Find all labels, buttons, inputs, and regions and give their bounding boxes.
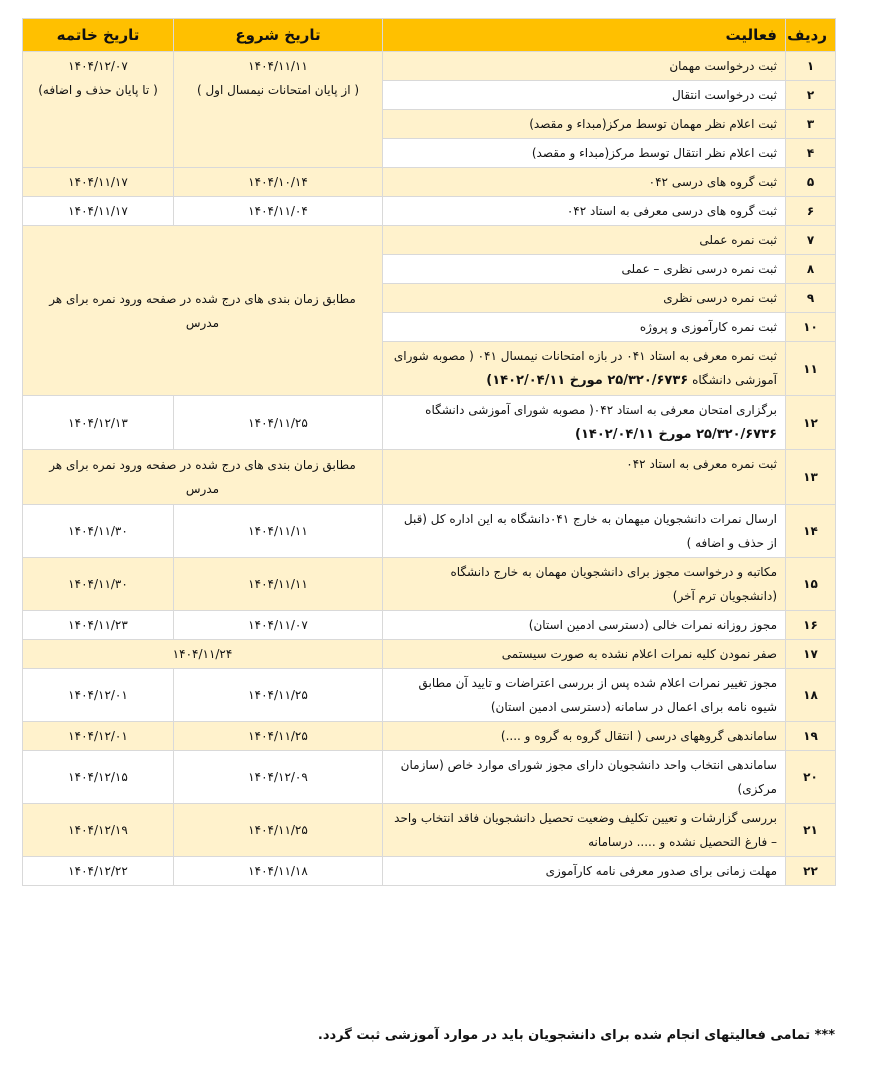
activity-cell: [383, 396, 786, 450]
end-date: ۱۴۰۴/۱۲/۰۷: [68, 59, 128, 73]
start-date-cell: ۱۴۰۴/۱۱/۱۱: [174, 558, 383, 611]
start-date-cell: [174, 52, 383, 168]
row-number: ۹: [786, 284, 836, 313]
activity-cell: ثبت اعلام نظر انتقال توسط مرکز(مبداء و مقصد): [383, 139, 786, 168]
row-number: ۱۹: [786, 722, 836, 751]
end-date-cell: ۱۴۰۴/۱۱/۱۷: [23, 197, 174, 226]
row-number: ۱: [786, 52, 836, 81]
row-number: ۸: [786, 255, 836, 284]
end-date-cell: ۱۴۰۴/۱۲/۰۱: [23, 669, 174, 722]
start-date-cell: ۱۴۰۴/۱۱/۰۴: [174, 197, 383, 226]
start-date-cell: ۱۴۰۴/۱۱/۲۵: [174, 804, 383, 857]
row-number: ۲: [786, 81, 836, 110]
activity-approval-ref: ۲۵/۳۲۰/۶۷۳۶ مورخ ۱۴۰۲/۰۴/۱۱): [575, 427, 777, 442]
row-number: ۱۶: [786, 611, 836, 640]
row-number: ۱۳: [786, 450, 836, 505]
start-date-cell: ۱۴۰۴/۱۱/۲۵: [174, 722, 383, 751]
table-row: [23, 197, 836, 226]
row-number: ۱۲: [786, 396, 836, 450]
row-number: ۱۰: [786, 313, 836, 342]
end-date-cell: ۱۴۰۴/۱۲/۱۳: [23, 396, 174, 450]
start-date-cell: ۱۴۰۴/۱۲/۰۹: [174, 751, 383, 804]
table-row: [23, 226, 836, 255]
schedule-note-cell: مطابق زمان بندی های درج شده در صفحه ورود نمره برای هر مدرس: [23, 226, 383, 396]
start-date-cell: ۱۴۰۴/۱۱/۱۸: [174, 857, 383, 886]
table-row: [23, 450, 836, 505]
activity-cell: بررسی گزارشات و تعیین تکلیف وضعیت تحصیل دانشجویان فاقد انتخاب واحد – فارغ التحصیل نشده و ..... درسامانه: [383, 804, 786, 857]
activity-cell: ثبت درخواست مهمان: [383, 52, 786, 81]
activity-cell: [383, 342, 786, 396]
activity-cell: ساماندهی گروههای درسی ( انتقال گروه به گروه و ....): [383, 722, 786, 751]
activity-cell: ثبت درخواست انتقال: [383, 81, 786, 110]
end-date-note: ( تا پایان حذف و اضافه): [38, 83, 158, 97]
schedule-note-cell: مطابق زمان بندی های درج شده در صفحه ورود نمره برای هر مدرس: [23, 450, 383, 505]
activity-cell: ثبت اعلام نظر مهمان توسط مرکز(مبداء و مقصد): [383, 110, 786, 139]
table-row: [23, 52, 836, 81]
table-row: [23, 640, 836, 669]
row-number: ۱۱: [786, 342, 836, 396]
end-date-cell: [23, 52, 174, 168]
table-row: [23, 669, 836, 722]
row-number: ۳: [786, 110, 836, 139]
row-number: ۵: [786, 168, 836, 197]
row-number: ۱۵: [786, 558, 836, 611]
end-date-cell: ۱۴۰۴/۱۱/۳۰: [23, 558, 174, 611]
activity-cell: ثبت نمره درسی نظری – عملی: [383, 255, 786, 284]
activity-cell: ساماندهی انتخاب واحد دانشجویان دارای مجوز شورای موارد خاص (سازمان مرکزی): [383, 751, 786, 804]
table-row: [23, 722, 836, 751]
start-date-note: ( از پایان امتحانات نیمسال اول ): [196, 83, 360, 97]
start-date-cell: ۱۴۰۴/۱۰/۱۴: [174, 168, 383, 197]
activity-cell: مجوز تغییر نمرات اعلام شده پس از بررسی اعتراضات و تایید آن مطابق شیوه نامه برای اعمال در سامانه (دسترسی ادمین استان): [383, 669, 786, 722]
activity-text: برگزاری امتحان معرفی به استاد ۰۴۲( مصوبه شورای آموزشی دانشگاه: [425, 403, 777, 417]
start-date-cell: ۱۴۰۴/۱۱/۱۱: [174, 505, 383, 558]
header-row: [23, 19, 836, 52]
end-date-cell: ۱۴۰۴/۱۱/۲۳: [23, 611, 174, 640]
start-date-cell: ۱۴۰۴/۱۱/۲۵: [174, 396, 383, 450]
row-number: ۶: [786, 197, 836, 226]
activity-cell: صفر نمودن کلیه نمرات اعلام نشده به صورت سیستمی: [383, 640, 786, 669]
header-row-number: ردیف: [786, 19, 836, 52]
table-row: [23, 168, 836, 197]
merged-date-cell: ۱۴۰۴/۱۱/۲۴: [23, 640, 383, 669]
schedule-table: [22, 18, 836, 886]
activity-text: ثبت نمره معرفی به استاد ۰۴۱ در بازه امتحانات نیمسال ۰۴۱ ( مصوبه شورای آموزشی دانشگاه: [393, 349, 777, 387]
table-row: [23, 505, 836, 558]
activity-cell: ثبت نمره کارآموزی و پروژه: [383, 313, 786, 342]
activity-approval-ref: ۲۵/۳۲۰/۶۷۳۶ مورخ ۱۴۰۲/۰۴/۱۱): [486, 373, 689, 388]
start-date-cell: ۱۴۰۴/۱۱/۲۵: [174, 669, 383, 722]
activity-cell: ثبت گروه های درسی ۰۴۲: [383, 168, 786, 197]
end-date-cell: ۱۴۰۴/۱۲/۰۱: [23, 722, 174, 751]
activity-cell: ثبت نمره معرفی به استاد ۰۴۲: [383, 450, 786, 505]
row-number: ۷: [786, 226, 836, 255]
end-date-cell: ۱۴۰۴/۱۱/۱۷: [23, 168, 174, 197]
row-number: ۱۷: [786, 640, 836, 669]
footnote: *** تمامی فعالیتهای انجام شده برای دانشجویان باید در موارد آموزشی ثبت گردد.: [317, 1028, 835, 1043]
table-row: [23, 558, 836, 611]
row-number: ۲۰: [786, 751, 836, 804]
activity-cell: مکاتبه و درخواست مجوز برای دانشجویان مهمان به خارج دانشگاه (دانشجویان ترم آخر): [383, 558, 786, 611]
row-number: ۱۴: [786, 505, 836, 558]
activity-cell: مهلت زمانی برای صدور معرفی نامه کارآموزی: [383, 857, 786, 886]
end-date-cell: ۱۴۰۴/۱۲/۱۵: [23, 751, 174, 804]
table-row: [23, 857, 836, 886]
activity-cell: ثبت گروه های درسی معرفی به استاد ۰۴۲: [383, 197, 786, 226]
row-number: ۲۲: [786, 857, 836, 886]
activity-cell: مجوز روزانه نمرات خالی (دسترسی ادمین استان): [383, 611, 786, 640]
table-row: [23, 396, 836, 450]
activity-cell: ثبت نمره عملی: [383, 226, 786, 255]
activity-cell: ارسال نمرات دانشجویان میهمان به خارج ۰۴۱دانشگاه به این اداره کل (قبل از حذف و اضافه ): [383, 505, 786, 558]
header-start-date: تاریخ شروع: [174, 19, 383, 52]
row-number: ۲۱: [786, 804, 836, 857]
activity-cell: ثبت نمره درسی نظری: [383, 284, 786, 313]
table-row: [23, 804, 836, 857]
end-date-cell: ۱۴۰۴/۱۲/۱۹: [23, 804, 174, 857]
end-date-cell: ۱۴۰۴/۱۲/۲۲: [23, 857, 174, 886]
table-row: [23, 751, 836, 804]
header-end-date: تاریخ خاتمه: [23, 19, 174, 52]
row-number: ۴: [786, 139, 836, 168]
start-date-cell: ۱۴۰۴/۱۱/۰۷: [174, 611, 383, 640]
row-number: ۱۸: [786, 669, 836, 722]
header-activity: فعالیت: [383, 19, 786, 52]
table-row: [23, 611, 836, 640]
start-date: ۱۴۰۴/۱۱/۱۱: [248, 59, 308, 73]
end-date-cell: ۱۴۰۴/۱۱/۳۰: [23, 505, 174, 558]
